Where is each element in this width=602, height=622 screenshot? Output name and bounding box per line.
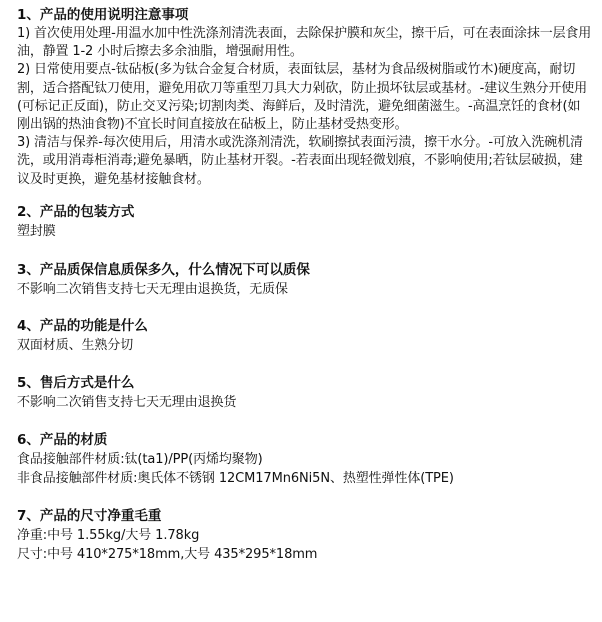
section-warranty: [17, 261, 592, 299]
dimensions-value: 尺寸:中号 410*275*18mm,大号 435*295*18mm: [17, 546, 318, 562]
section-heading: 2、产品的包装方式: [17, 203, 135, 220]
material-non-food-contact: 非食品接触部件材质:奥氏体不锈钢 12CM17Mn6Ni5N、热塑性弹性体(TPE): [17, 470, 454, 486]
usage-first-use-paragraph: 1) 首次使用处理-用温水加中性洗涤剂清洗表面，去除保护膜和灰尘，擦干后，可在表面涂抹一层食用油，静置 1-2 小时后擦去多余油脂，增强耐用性。: [17, 26, 592, 60]
usage-daily-tips-paragraph: 2) 日常使用要点-钛砧板(多为钛合金复合材质，表面钛层，基材为食品级树脂或竹木)硬度高，耐切割，适合搭配钛刀使用，避免用砍刀等重型刀具大力剁砍，防止损坏钛层或基材。-建议生熟分开使用(可标记正反面)，防止交叉污染;切割肉类、海鲜后，及时清洗，避免细菌滋生。-高温烹饪的食材(如刚出锅的热油食物)不宜长时间直接放在砧板上，防止基材受热变形。: [17, 62, 587, 133]
section-packaging: [17, 203, 592, 241]
warranty-value: 不影响二次销售支持七天无理由退换货，无质保: [17, 281, 288, 297]
section-function: [17, 317, 592, 355]
section-size-weight: [17, 507, 592, 564]
section-material: [17, 431, 592, 488]
section-heading: 3、产品质保信息质保多久，什么情况下可以质保: [17, 261, 310, 278]
section-heading: 1、产品的使用说明注意事项: [17, 7, 189, 23]
material-food-contact: 食品接触部件材质:钛(ta1)/PP(丙烯均聚物): [17, 451, 263, 467]
section-heading: 7、产品的尺寸净重毛重: [17, 507, 162, 524]
usage-cleaning-paragraph: 3) 清洁与保养-每次使用后，用清水或洗涤剂清洗，软刷擦拭表面污渍，擦干水分。-可放入洗碗机清洗，或用消毒柜消毒;避免暴晒，防止基材开裂。-若表面出现轻微划痕，不影响使用;若钛层破损，建议及时更换，避免基材接触食材。: [17, 135, 583, 187]
after-sales-value: 不影响二次销售支持七天无理由退换货: [17, 394, 237, 410]
section-heading: 6、产品的材质: [17, 431, 108, 448]
packaging-value: 塑封膜: [17, 223, 56, 239]
net-weight-value: 净重:中号 1.55kg/大号 1.78kg: [17, 527, 200, 543]
section-usage-notes: [17, 6, 592, 189]
section-heading: 4、产品的功能是什么: [17, 317, 148, 334]
section-after-sales: [17, 374, 592, 412]
function-value: 双面材质、生熟分切: [17, 337, 134, 353]
section-heading: 5、售后方式是什么: [17, 374, 135, 391]
